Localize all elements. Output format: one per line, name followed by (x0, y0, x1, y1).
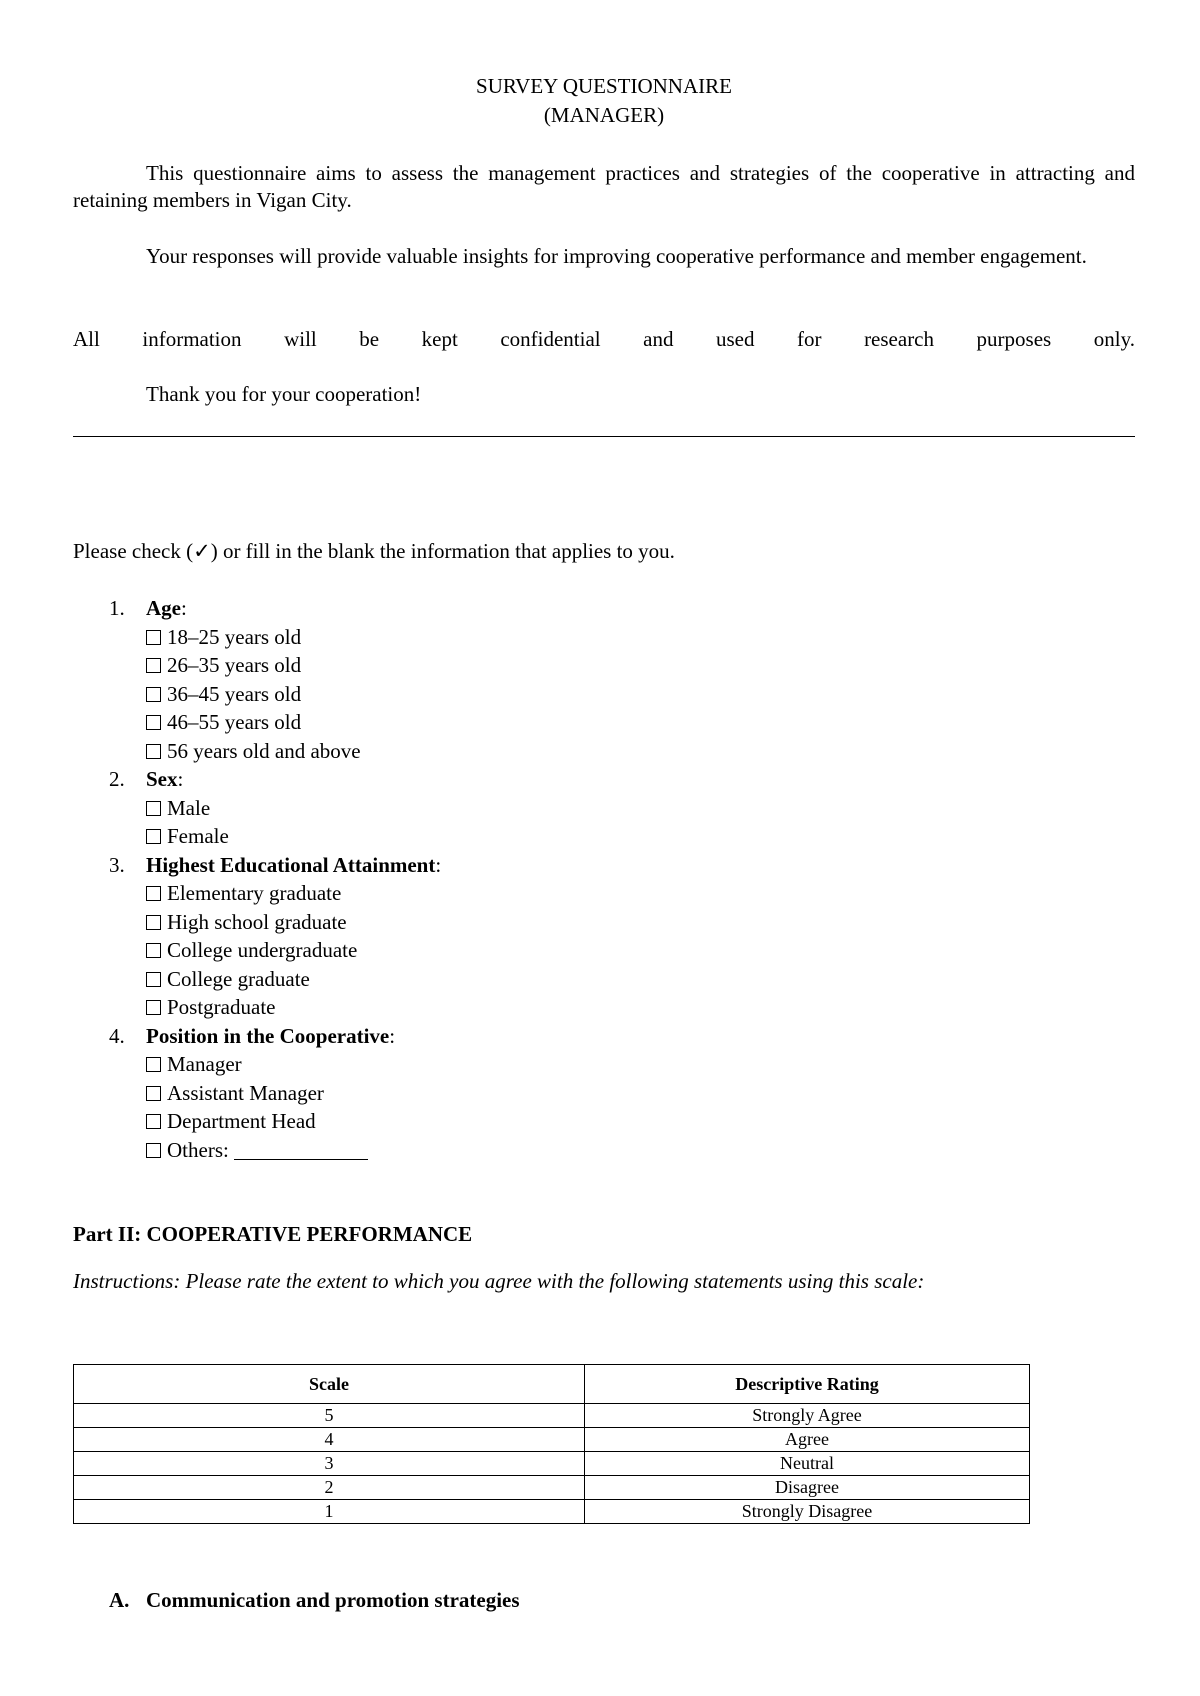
document-subtitle: (MANAGER) (543, 103, 665, 127)
table-row (74, 1428, 1030, 1452)
checkbox[interactable] (146, 630, 161, 645)
checkbox[interactable] (146, 943, 161, 958)
confidentiality-statement (73, 327, 1135, 352)
option-item (146, 822, 229, 851)
checkbox[interactable] (146, 886, 161, 901)
intro-paragraph-1: This questionnaire aims to assess the management practices and strategies of the cooperative in attracting and retaining members in Vigan City. (73, 161, 1135, 212)
statement-word: and (643, 327, 674, 351)
option-item (146, 993, 275, 1022)
option-label: Elementary graduate (167, 881, 342, 905)
option-label: College graduate (167, 966, 310, 991)
statement-word: kept (421, 327, 458, 351)
checkbox[interactable] (146, 687, 161, 702)
option-item (146, 794, 210, 823)
option-item (146, 908, 347, 937)
table-header-scale: Scale (74, 1365, 585, 1404)
checkbox[interactable] (146, 744, 161, 759)
descriptive-rating: Strongly Agree (585, 1404, 1030, 1428)
option-label: Male (167, 795, 211, 820)
statement-word: will (284, 327, 317, 351)
option-label: Others: (167, 1137, 229, 1162)
option-label: 46–55 years old (167, 710, 302, 734)
scale-value: 2 (74, 1476, 585, 1500)
checkbox[interactable] (146, 915, 161, 930)
option-item (146, 1079, 324, 1108)
statement-word: only. (1093, 327, 1135, 351)
question-label: Sex (146, 767, 178, 791)
statement-word: All (73, 327, 100, 351)
statement-word: research (864, 327, 935, 351)
option-label: Postgraduate (167, 995, 276, 1019)
checkbox[interactable] (146, 1143, 161, 1158)
checkbox[interactable] (146, 1000, 161, 1015)
option-label: High school graduate (167, 909, 347, 934)
option-label: Manager (167, 1052, 242, 1076)
scale-value: 3 (74, 1452, 585, 1476)
checkbox[interactable] (146, 658, 161, 673)
statement-word: used (716, 327, 755, 351)
part1-instruction: Please check (✓) or fill in the blank the information that applies to you. (73, 539, 675, 563)
question-colon: : (389, 1023, 396, 1048)
question-label-wrap (146, 594, 187, 623)
option-item (146, 651, 301, 680)
question-number: 1. (109, 596, 125, 620)
question-colon: : (435, 852, 442, 877)
option-item (146, 1050, 242, 1079)
question-number: 3. (109, 852, 125, 877)
question-label-wrap (146, 851, 441, 880)
question-colon: : (181, 596, 187, 620)
question-label: Position in the Cooperative (146, 1023, 390, 1048)
checkbox[interactable] (146, 972, 161, 987)
table-row (74, 1452, 1030, 1476)
checkbox[interactable] (146, 1114, 161, 1129)
question-label-wrap (146, 765, 183, 794)
descriptive-rating: Agree (585, 1428, 1030, 1452)
document-title: SURVEY QUESTIONNAIRE (476, 74, 732, 98)
table-header-rating: Descriptive Rating (585, 1365, 1030, 1404)
statement-word: information (142, 327, 242, 351)
option-label: Department Head (167, 1109, 316, 1133)
option-item (146, 623, 301, 652)
question-number: 2. (109, 767, 125, 791)
statement-word: purposes (976, 327, 1052, 351)
option-label: 26–35 years old (167, 653, 302, 677)
checkbox[interactable] (146, 715, 161, 730)
question-label-wrap (146, 1022, 395, 1051)
statement-word: for (797, 327, 822, 351)
table-row (74, 1500, 1030, 1524)
option-item (146, 708, 301, 737)
statement-word: confidential (500, 327, 601, 351)
option-item (146, 965, 310, 994)
option-label: 36–45 years old (167, 681, 302, 706)
table-row (74, 1404, 1030, 1428)
scale-value: 1 (74, 1500, 585, 1524)
scale-value: 5 (74, 1404, 585, 1428)
option-item (146, 680, 301, 709)
checkbox[interactable] (146, 1086, 161, 1101)
section-a-letter: A. (109, 1588, 130, 1612)
option-item (146, 1107, 316, 1136)
question-label: Age (146, 596, 181, 620)
option-label: Assistant Manager (167, 1080, 324, 1105)
option-label: College undergraduate (167, 938, 358, 962)
option-item (146, 1136, 368, 1165)
option-label: 56 years old and above (167, 738, 361, 763)
divider-line (73, 436, 1135, 437)
option-label: Female (167, 824, 229, 848)
others-fill-blank[interactable] (234, 1141, 368, 1160)
part2-instructions: Instructions: Please rate the extent to which you agree with the following statements using this scale: (73, 1269, 925, 1293)
intro-paragraph-2: Your responses will provide valuable insights for improving cooperative performance and member engagement. (146, 244, 1087, 268)
option-item (146, 936, 357, 965)
descriptive-rating: Disagree (585, 1476, 1030, 1500)
option-item (146, 737, 361, 766)
option-label: 18–25 years old (167, 624, 302, 649)
thank-you-note: Thank you for your cooperation! (146, 382, 422, 406)
section-a-title: Communication and promotion strategies (146, 1588, 520, 1612)
question-colon: : (177, 767, 184, 791)
checkbox[interactable] (146, 829, 161, 844)
option-item (146, 879, 341, 908)
part2-heading: Part II: COOPERATIVE PERFORMANCE (73, 1222, 473, 1246)
question-number: 4. (109, 1023, 125, 1048)
descriptive-rating: Neutral (585, 1452, 1030, 1476)
checkbox[interactable] (146, 1057, 161, 1072)
descriptive-rating: Strongly Disagree (585, 1500, 1030, 1524)
statement-word: be (359, 327, 380, 351)
question-label: Highest Educational Attainment (146, 852, 436, 877)
rating-scale-table (73, 1364, 1030, 1524)
scale-value: 4 (74, 1428, 585, 1452)
checkbox[interactable] (146, 801, 161, 816)
table-row (74, 1476, 1030, 1500)
